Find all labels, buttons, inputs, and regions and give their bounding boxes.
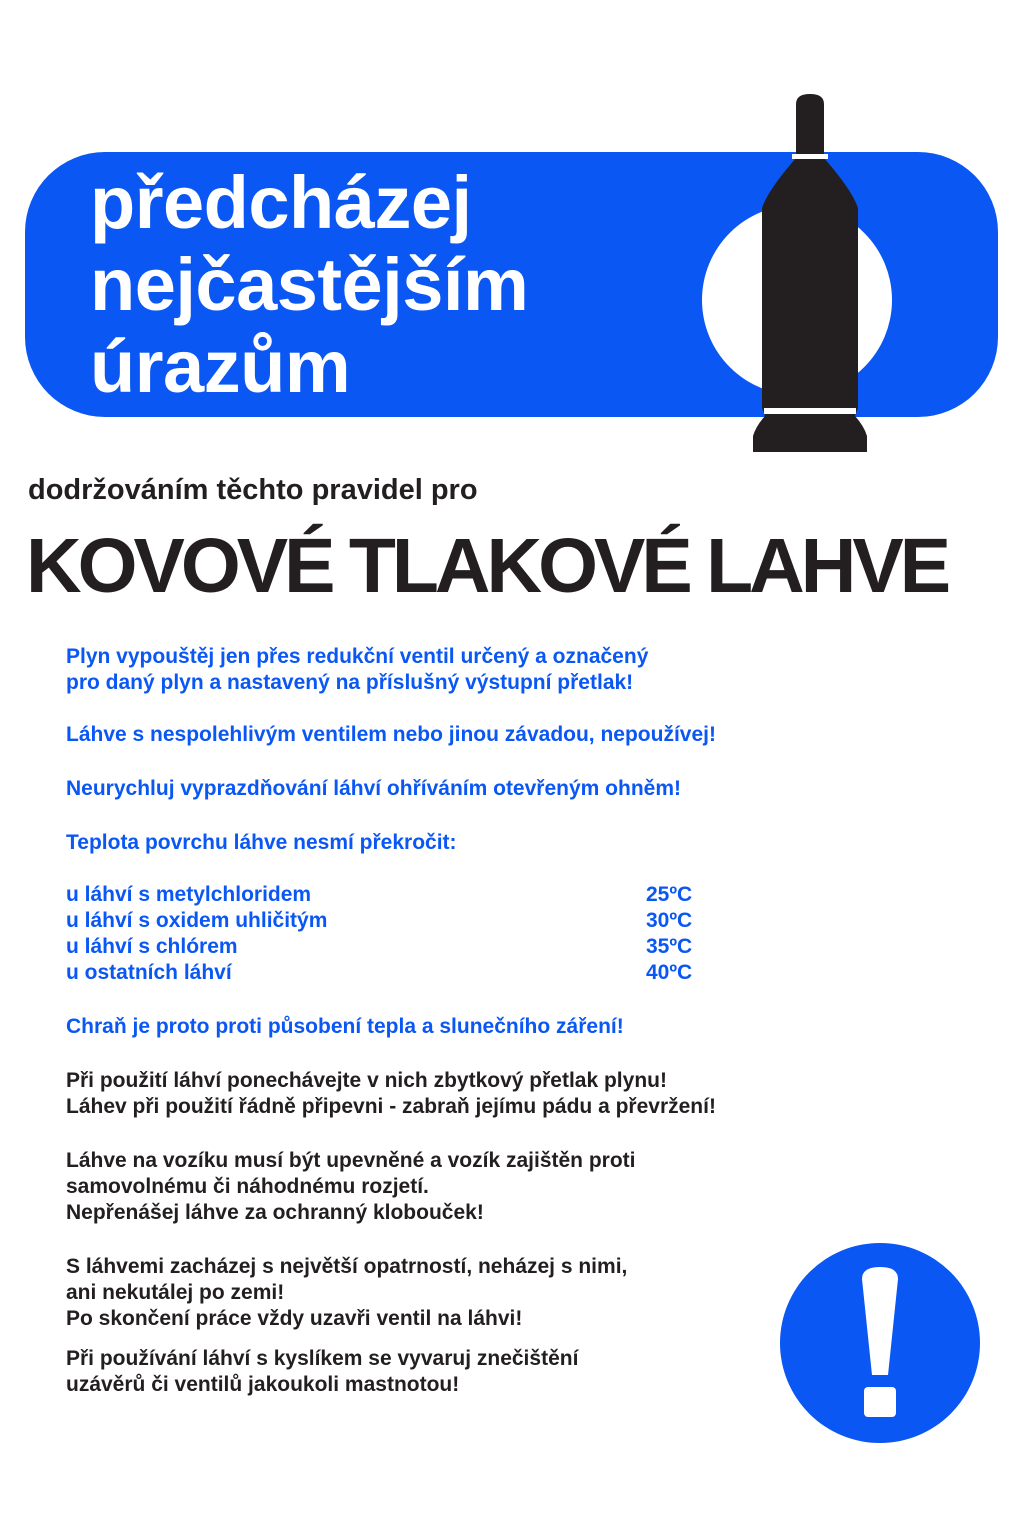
- temperature-value: 40ºC: [646, 961, 693, 984]
- rule-no-open-fire: [66, 776, 826, 802]
- temperature-row: [66, 934, 706, 960]
- temperature-value: 35ºC: [646, 935, 693, 958]
- rule-heat-protection: [66, 1014, 826, 1040]
- rule-oxygen-grease: [66, 1346, 826, 1398]
- exclamation-icon: [780, 1243, 980, 1443]
- rule-line: ani nekutálej po zemi!: [66, 1281, 285, 1304]
- rule-line: Láhve na vozíku musí být upevněné a vozík zajištěn proti: [66, 1149, 636, 1172]
- temperature-value: 25ºC: [646, 883, 693, 906]
- temperature-table: [66, 882, 706, 986]
- rule-trolley: [66, 1148, 826, 1226]
- banner-title-line: úrazům: [90, 325, 351, 408]
- main-title: KOVOVÉ TLAKOVÉ LAHVE: [26, 523, 948, 609]
- temperature-label: u láhví s metylchloridem: [66, 883, 312, 906]
- temperature-row: [66, 882, 706, 908]
- banner-title-line: předcházej: [90, 161, 472, 244]
- rule-line: S láhvemi zacházej s největší opatrností, neházej s nimi,: [66, 1255, 628, 1278]
- rule-careful-handling: [66, 1254, 826, 1332]
- banner-title-line: nejčastějším: [90, 243, 529, 326]
- rule-line: Neurychluj vyprazdňování láhví ohříváním otevřeným ohněm!: [66, 777, 681, 800]
- temperature-row: [66, 960, 706, 986]
- rule-line: Láhve s nespolehlivým ventilem nebo jinou závadou, nepoužívej!: [66, 723, 716, 746]
- rule-line: Nepřenášej láhve za ochranný klobouček!: [66, 1201, 484, 1224]
- rule-residual-pressure: [66, 1068, 826, 1120]
- rule-line: Teplota povrchu láhve nesmí překročit:: [66, 831, 457, 854]
- temperature-label: u láhví s oxidem uhličitým: [66, 909, 328, 932]
- banner-title: [90, 162, 528, 408]
- subtitle: dodržováním těchto pravidel pro: [28, 474, 478, 506]
- rule-line: Při použití láhví ponechávejte v nich zbytkový přetlak plynu!: [66, 1069, 667, 1092]
- rule-line: Po skončení práce vždy uzavři ventil na láhvi!: [66, 1307, 523, 1330]
- rule-line: uzávěrů či ventilů jakoukoli mastnotou!: [66, 1373, 460, 1396]
- rule-line: Plyn vypouštěj jen přes redukční ventil určený a označený: [66, 645, 649, 668]
- rule-faulty-valve: [66, 722, 826, 748]
- temperature-row: [66, 908, 706, 934]
- temperature-value: 30ºC: [646, 909, 693, 932]
- rule-line: Láhev při použití řádně připevni - zabraň jejímu pádu a převržení!: [66, 1095, 716, 1118]
- rule-surface-temperature: [66, 830, 826, 856]
- gas-cylinder-icon: [752, 90, 868, 460]
- rules-list: [66, 644, 826, 1398]
- rule-line: Chraň je proto proti působení tepla a slunečního záření!: [66, 1015, 624, 1038]
- rule-line: pro daný plyn a nastavený na příslušný výstupní přetlak!: [66, 671, 634, 694]
- temperature-label: u ostatních láhví: [66, 961, 232, 984]
- rule-reduction-valve: [66, 644, 826, 696]
- rule-line: Při používání láhví s kyslíkem se vyvaruj znečištění: [66, 1347, 579, 1370]
- temperature-label: u láhví s chlórem: [66, 935, 238, 958]
- rule-line: samovolnému či náhodnému rozjetí.: [66, 1175, 429, 1198]
